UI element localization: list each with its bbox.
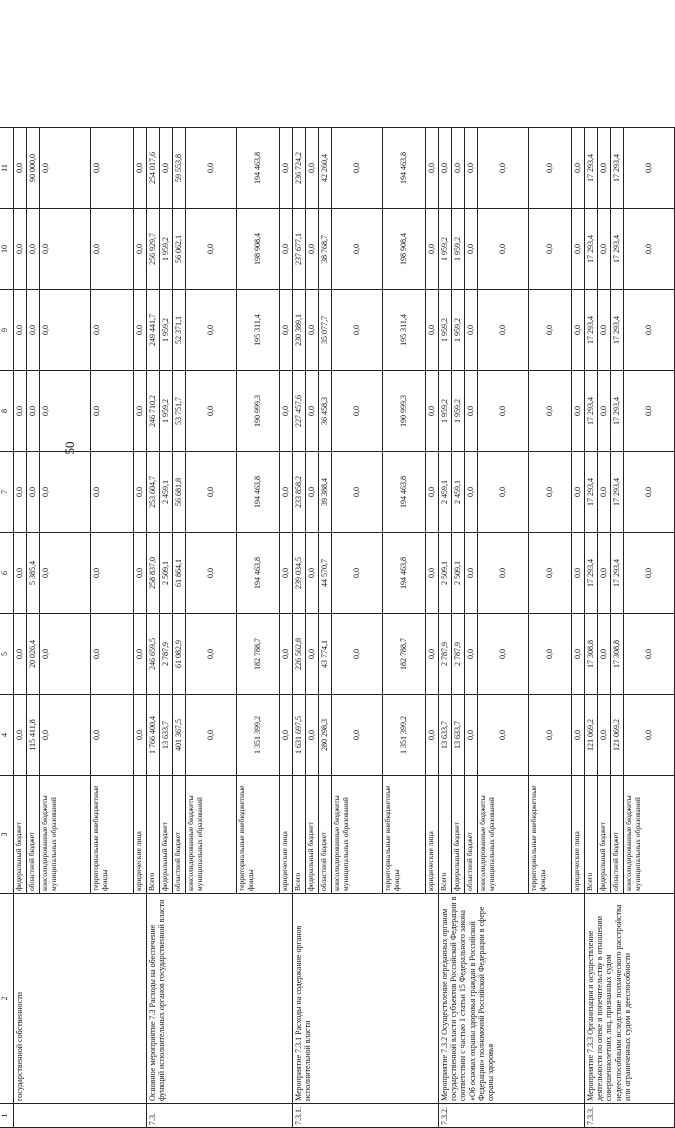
value-cell: 0,0 xyxy=(529,128,572,209)
value-cell: 0,0 xyxy=(306,695,319,776)
value-cell: 0,0 xyxy=(426,290,439,371)
value-cell: 53 751,7 xyxy=(173,371,186,452)
value-cell: 0,0 xyxy=(332,290,383,371)
value-cell: 0,0 xyxy=(280,128,293,209)
header-cell: 7 xyxy=(0,452,14,533)
value-cell: 5 385,4 xyxy=(27,533,40,614)
item-id-cell xyxy=(14,1104,147,1128)
value-cell: 194 463,8 xyxy=(237,452,280,533)
item-id-cell: 7.3.1. xyxy=(293,1104,439,1128)
funding-source-cell: консолидированные бюджеты муниципальных образований xyxy=(478,776,529,894)
value-cell: 17 308,8 xyxy=(585,614,598,695)
value-cell: 0,0 xyxy=(91,290,134,371)
value-cell: 195 311,4 xyxy=(237,290,280,371)
funding-source-cell: областной бюджет xyxy=(173,776,186,894)
value-cell: 237 677,1 xyxy=(293,209,306,290)
value-cell: 194 463,8 xyxy=(383,533,426,614)
value-cell: 0,0 xyxy=(134,695,147,776)
value-cell: 0,0 xyxy=(186,695,237,776)
value-cell: 2 459,1 xyxy=(452,452,465,533)
value-cell: 0,0 xyxy=(426,128,439,209)
value-cell: 0,0 xyxy=(465,614,478,695)
header-cell: 1 xyxy=(0,1104,14,1128)
value-cell: 0,0 xyxy=(572,452,585,533)
funding-source-cell: федеральный бюджет xyxy=(598,776,611,894)
value-cell: 0,0 xyxy=(91,695,134,776)
item-id-cell: 7.3.2. xyxy=(439,1104,585,1128)
value-cell: 0,0 xyxy=(280,533,293,614)
value-cell: 0,0 xyxy=(478,695,529,776)
value-cell: 61 082,9 xyxy=(173,614,186,695)
funding-source-cell: юридические лица xyxy=(134,776,147,894)
value-cell: 1 959,2 xyxy=(439,209,452,290)
table-row xyxy=(14,128,27,1128)
value-cell: 0,0 xyxy=(306,371,319,452)
value-cell: 0,0 xyxy=(478,371,529,452)
value-cell: 1 351 399,2 xyxy=(237,695,280,776)
value-cell: 0,0 xyxy=(160,128,173,209)
value-cell: 0,0 xyxy=(27,371,40,452)
value-cell: 0,0 xyxy=(186,128,237,209)
value-cell: 0,0 xyxy=(478,533,529,614)
funding-source-cell: Всего xyxy=(585,776,598,894)
table-row xyxy=(293,128,306,1128)
value-cell: 182 788,7 xyxy=(237,614,280,695)
value-cell: 0,0 xyxy=(186,614,237,695)
value-cell: 0,0 xyxy=(598,614,611,695)
value-cell: 0,0 xyxy=(439,128,452,209)
value-cell: 190 999,3 xyxy=(237,371,280,452)
value-cell: 0,0 xyxy=(598,128,611,209)
value-cell: 0,0 xyxy=(14,614,27,695)
value-cell: 0,0 xyxy=(91,209,134,290)
value-cell: 0,0 xyxy=(134,290,147,371)
value-cell: 17 293,4 xyxy=(611,371,624,452)
value-cell: 61 864,1 xyxy=(173,533,186,614)
funding-source-cell: территориальные внебюджетные фонды xyxy=(91,776,134,894)
value-cell: 0,0 xyxy=(306,533,319,614)
value-cell: 0,0 xyxy=(280,695,293,776)
value-cell: 0,0 xyxy=(40,209,91,290)
value-cell: 0,0 xyxy=(280,290,293,371)
value-cell: 0,0 xyxy=(91,533,134,614)
funding-source-cell: областной бюджет xyxy=(465,776,478,894)
value-cell: 0,0 xyxy=(529,452,572,533)
value-cell: 0,0 xyxy=(306,290,319,371)
value-cell: 0,0 xyxy=(598,695,611,776)
value-cell: 0,0 xyxy=(572,614,585,695)
item-id-cell: 7.3.3. xyxy=(585,1104,675,1128)
value-cell: 253 604,7 xyxy=(147,452,160,533)
value-cell: 0,0 xyxy=(306,452,319,533)
value-cell: 17 293,4 xyxy=(585,533,598,614)
header-cell: 11 xyxy=(0,128,14,209)
funding-source-cell: федеральный бюджет xyxy=(306,776,319,894)
value-cell: 0,0 xyxy=(91,614,134,695)
value-cell: 0,0 xyxy=(478,452,529,533)
value-cell: 0,0 xyxy=(426,209,439,290)
value-cell: 17 308,8 xyxy=(611,614,624,695)
value-cell: 0,0 xyxy=(186,209,237,290)
value-cell: 0,0 xyxy=(624,371,675,452)
value-cell: 246 710,2 xyxy=(147,371,160,452)
value-cell: 0,0 xyxy=(572,209,585,290)
value-cell: 20 026,4 xyxy=(27,614,40,695)
value-cell: 0,0 xyxy=(134,533,147,614)
header-cell: 4 xyxy=(0,695,14,776)
value-cell: 2 459,1 xyxy=(160,452,173,533)
value-cell: 42 260,4 xyxy=(319,128,332,209)
value-cell: 194 463,8 xyxy=(237,533,280,614)
value-cell: 0,0 xyxy=(572,695,585,776)
value-cell: 0,0 xyxy=(426,614,439,695)
header-cell: 5 xyxy=(0,614,14,695)
value-cell: 0,0 xyxy=(465,371,478,452)
header-row xyxy=(0,128,14,1128)
value-cell: 59 553,8 xyxy=(173,128,186,209)
value-cell: 0,0 xyxy=(40,290,91,371)
value-cell: 0,0 xyxy=(40,371,91,452)
value-cell: 233 858,2 xyxy=(293,452,306,533)
value-cell: 13 633,7 xyxy=(439,695,452,776)
page-number: 50 xyxy=(62,441,77,455)
value-cell: 17 293,4 xyxy=(611,128,624,209)
value-cell: 2 787,9 xyxy=(439,614,452,695)
value-cell: 0,0 xyxy=(572,290,585,371)
value-cell: 0,0 xyxy=(280,371,293,452)
item-name-cell: Основное мероприятие 7.3 Расходы на обеспечение функций исполнительных органов государственной власти xyxy=(147,894,293,1104)
value-cell: 0,0 xyxy=(14,128,27,209)
value-cell: 2 509,1 xyxy=(452,533,465,614)
value-cell: 0,0 xyxy=(465,290,478,371)
value-cell: 249 441,7 xyxy=(147,290,160,371)
value-cell: 0,0 xyxy=(332,128,383,209)
value-cell: 0,0 xyxy=(529,695,572,776)
value-cell: 0,0 xyxy=(186,290,237,371)
value-cell: 230 389,1 xyxy=(293,290,306,371)
value-cell: 36 458,3 xyxy=(319,371,332,452)
value-cell: 2 787,9 xyxy=(452,614,465,695)
value-cell: 35 077,7 xyxy=(319,290,332,371)
value-cell: 0,0 xyxy=(478,209,529,290)
funding-source-cell: консолидированные бюджеты муниципальных образований xyxy=(40,776,91,894)
value-cell: 0,0 xyxy=(478,290,529,371)
funding-source-cell: консолидированные бюджеты муниципальных образований xyxy=(332,776,383,894)
value-cell: 44 570,7 xyxy=(319,533,332,614)
funding-source-cell: областной бюджет xyxy=(611,776,624,894)
value-cell: 0,0 xyxy=(465,695,478,776)
value-cell: 256 929,7 xyxy=(147,209,160,290)
item-name-cell: Мероприятие 7.3.1 Расходы на содержание органов исполнительной власти xyxy=(293,894,439,1104)
value-cell: 194 463,8 xyxy=(383,128,426,209)
value-cell: 0,0 xyxy=(426,371,439,452)
value-cell: 0,0 xyxy=(280,209,293,290)
value-cell: 0,0 xyxy=(465,452,478,533)
header-cell: 2 xyxy=(0,894,14,1104)
funding-source-cell: областной бюджет xyxy=(319,776,332,894)
value-cell: 0,0 xyxy=(572,128,585,209)
value-cell: 0,0 xyxy=(598,533,611,614)
value-cell: 1 959,2 xyxy=(160,209,173,290)
value-cell: 0,0 xyxy=(134,371,147,452)
header-cell: 6 xyxy=(0,533,14,614)
value-cell: 1 766 400,4 xyxy=(147,695,160,776)
value-cell: 401 367,5 xyxy=(173,695,186,776)
funding-source-cell: Всего xyxy=(147,776,160,894)
value-cell: 0,0 xyxy=(529,533,572,614)
value-cell: 254 017,6 xyxy=(147,128,160,209)
value-cell: 0,0 xyxy=(478,128,529,209)
value-cell: 194 463,8 xyxy=(383,452,426,533)
value-cell: 0,0 xyxy=(572,533,585,614)
value-cell: 121 069,2 xyxy=(611,695,624,776)
value-cell: 226 562,8 xyxy=(293,614,306,695)
value-cell: 2 509,1 xyxy=(160,533,173,614)
value-cell: 17 293,4 xyxy=(611,452,624,533)
funding-source-cell: юридические лица xyxy=(426,776,439,894)
header-cell: 10 xyxy=(0,209,14,290)
value-cell: 1 959,2 xyxy=(452,290,465,371)
value-cell: 0,0 xyxy=(465,533,478,614)
value-cell: 280 298,3 xyxy=(319,695,332,776)
value-cell: 0,0 xyxy=(14,452,27,533)
value-cell: 0,0 xyxy=(624,452,675,533)
value-cell: 1 959,2 xyxy=(439,290,452,371)
value-cell: 198 908,4 xyxy=(383,209,426,290)
funding-source-cell: территориальные внебюджетные фонды xyxy=(383,776,426,894)
value-cell: 0,0 xyxy=(134,209,147,290)
value-cell: 13 633,7 xyxy=(452,695,465,776)
value-cell: 90 000,0 xyxy=(27,128,40,209)
funding-source-cell: юридические лица xyxy=(280,776,293,894)
value-cell: 1 351 399,2 xyxy=(383,695,426,776)
value-cell: 43 774,1 xyxy=(319,614,332,695)
value-cell: 0,0 xyxy=(14,290,27,371)
value-cell: 0,0 xyxy=(572,371,585,452)
value-cell: 1 959,2 xyxy=(160,371,173,452)
table-row xyxy=(585,128,598,1128)
value-cell: 0,0 xyxy=(598,371,611,452)
value-cell: 195 311,4 xyxy=(383,290,426,371)
value-cell: 0,0 xyxy=(426,452,439,533)
funding-source-cell: консолидированные бюджеты муниципальных образований xyxy=(624,776,675,894)
value-cell: 0,0 xyxy=(306,128,319,209)
value-cell: 0,0 xyxy=(624,695,675,776)
value-cell: 0,0 xyxy=(426,695,439,776)
value-cell: 0,0 xyxy=(186,533,237,614)
value-cell: 0,0 xyxy=(478,614,529,695)
value-cell: 0,0 xyxy=(332,209,383,290)
value-cell: 17 293,4 xyxy=(611,533,624,614)
value-cell: 0,0 xyxy=(280,452,293,533)
value-cell: 0,0 xyxy=(91,452,134,533)
value-cell: 0,0 xyxy=(598,290,611,371)
value-cell: 190 999,3 xyxy=(383,371,426,452)
funding-source-cell: Всего xyxy=(439,776,452,894)
value-cell: 0,0 xyxy=(27,452,40,533)
value-cell: 0,0 xyxy=(624,290,675,371)
value-cell: 0,0 xyxy=(40,533,91,614)
value-cell: 0,0 xyxy=(332,452,383,533)
value-cell: 56 062,1 xyxy=(173,209,186,290)
funding-source-cell: федеральный бюджет xyxy=(14,776,27,894)
item-id-cell: 7.3. xyxy=(147,1104,293,1128)
value-cell: 115 411,8 xyxy=(27,695,40,776)
value-cell: 0,0 xyxy=(598,209,611,290)
value-cell: 52 371,1 xyxy=(173,290,186,371)
value-cell: 17 293,4 xyxy=(585,452,598,533)
value-cell: 227 457,6 xyxy=(293,371,306,452)
value-cell: 0,0 xyxy=(134,128,147,209)
item-name-cell: Мероприятие 7.3.3 Организация и осуществление деятельности по опеке и попечительству в отношении совершеннолетних лиц, признанных судом недееспособными вследствие психического расстройства или ограниченных судом в дееспособности xyxy=(585,894,675,1104)
table-row xyxy=(147,128,160,1128)
value-cell: 0,0 xyxy=(14,533,27,614)
value-cell: 0,0 xyxy=(465,128,478,209)
value-cell: 0,0 xyxy=(332,695,383,776)
value-cell: 17 293,4 xyxy=(585,290,598,371)
value-cell: 0,0 xyxy=(40,128,91,209)
value-cell: 0,0 xyxy=(624,209,675,290)
value-cell: 0,0 xyxy=(306,209,319,290)
funding-source-cell: федеральный бюджет xyxy=(160,776,173,894)
value-cell: 2 509,1 xyxy=(439,533,452,614)
value-cell: 39 388,4 xyxy=(319,452,332,533)
funding-source-cell: областной бюджет xyxy=(27,776,40,894)
value-cell: 0,0 xyxy=(27,290,40,371)
value-cell: 0,0 xyxy=(529,290,572,371)
value-cell: 0,0 xyxy=(134,452,147,533)
value-cell: 0,0 xyxy=(14,209,27,290)
item-name-cell: Мероприятие 7.3.2 Осуществление переданных органам государственной власти субъектов Российской Федерации в соответствии с частью 1 статьи 15 Федерального закона «Об основах охраны здоровья граждан в Российской Федерации» полномочий Российской Федерации в сфере охраны здоровья xyxy=(439,894,585,1104)
budget-table xyxy=(0,127,675,1128)
value-cell: 0,0 xyxy=(186,371,237,452)
rotated-table-page xyxy=(0,128,654,1128)
header-cell: 8 xyxy=(0,371,14,452)
value-cell: 239 034,5 xyxy=(293,533,306,614)
value-cell: 0,0 xyxy=(624,533,675,614)
value-cell: 0,0 xyxy=(529,209,572,290)
value-cell: 0,0 xyxy=(465,209,478,290)
value-cell: 0,0 xyxy=(14,695,27,776)
value-cell: 0,0 xyxy=(27,209,40,290)
value-cell: 0,0 xyxy=(529,371,572,452)
value-cell: 194 463,8 xyxy=(237,128,280,209)
value-cell: 0,0 xyxy=(332,614,383,695)
value-cell: 56 681,8 xyxy=(173,452,186,533)
value-cell: 0,0 xyxy=(40,452,91,533)
header-cell: 3 xyxy=(0,776,14,894)
value-cell: 182 788,7 xyxy=(383,614,426,695)
value-cell: 0,0 xyxy=(452,128,465,209)
table-row xyxy=(439,128,452,1128)
value-cell: 1 959,2 xyxy=(160,290,173,371)
value-cell: 0,0 xyxy=(186,452,237,533)
value-cell: 0,0 xyxy=(40,614,91,695)
value-cell: 198 908,4 xyxy=(237,209,280,290)
value-cell: 17 293,4 xyxy=(611,290,624,371)
value-cell: 0,0 xyxy=(14,371,27,452)
value-cell: 0,0 xyxy=(624,128,675,209)
value-cell: 38 768,7 xyxy=(319,209,332,290)
value-cell: 1 959,2 xyxy=(452,371,465,452)
value-cell: 0,0 xyxy=(332,533,383,614)
value-cell: 0,0 xyxy=(426,533,439,614)
value-cell: 0,0 xyxy=(280,614,293,695)
value-cell: 17 293,4 xyxy=(611,209,624,290)
value-cell: 2 787,9 xyxy=(160,614,173,695)
value-cell: 121 069,2 xyxy=(585,695,598,776)
value-cell: 0,0 xyxy=(332,371,383,452)
value-cell: 258 837,0 xyxy=(147,533,160,614)
item-name-cell: государственной собственности xyxy=(14,894,147,1104)
funding-source-cell: территориальные внебюджетные фонды xyxy=(237,776,280,894)
value-cell: 0,0 xyxy=(624,614,675,695)
value-cell: 0,0 xyxy=(91,128,134,209)
funding-source-cell: территориальные внебюджетные фонды xyxy=(529,776,572,894)
value-cell: 0,0 xyxy=(40,695,91,776)
value-cell: 0,0 xyxy=(598,452,611,533)
funding-source-cell: консолидированные бюджеты муниципальных образований xyxy=(186,776,237,894)
value-cell: 17 293,4 xyxy=(585,209,598,290)
value-cell: 1 959,2 xyxy=(452,209,465,290)
value-cell: 0,0 xyxy=(529,614,572,695)
value-cell: 1 959,2 xyxy=(439,371,452,452)
value-cell: 17 293,4 xyxy=(585,371,598,452)
value-cell: 13 633,7 xyxy=(160,695,173,776)
value-cell: 2 459,1 xyxy=(439,452,452,533)
funding-source-cell: юридические лица xyxy=(572,776,585,894)
value-cell: 0,0 xyxy=(306,614,319,695)
value-cell: 0,0 xyxy=(91,371,134,452)
funding-source-cell: Всего xyxy=(293,776,306,894)
value-cell: 1 631 697,5 xyxy=(293,695,306,776)
funding-source-cell: федеральный бюджет xyxy=(452,776,465,894)
value-cell: 0,0 xyxy=(134,614,147,695)
value-cell: 17 293,4 xyxy=(585,128,598,209)
value-cell: 246 659,5 xyxy=(147,614,160,695)
header-cell: 9 xyxy=(0,290,14,371)
table-body xyxy=(0,128,675,1128)
value-cell: 236 724,2 xyxy=(293,128,306,209)
